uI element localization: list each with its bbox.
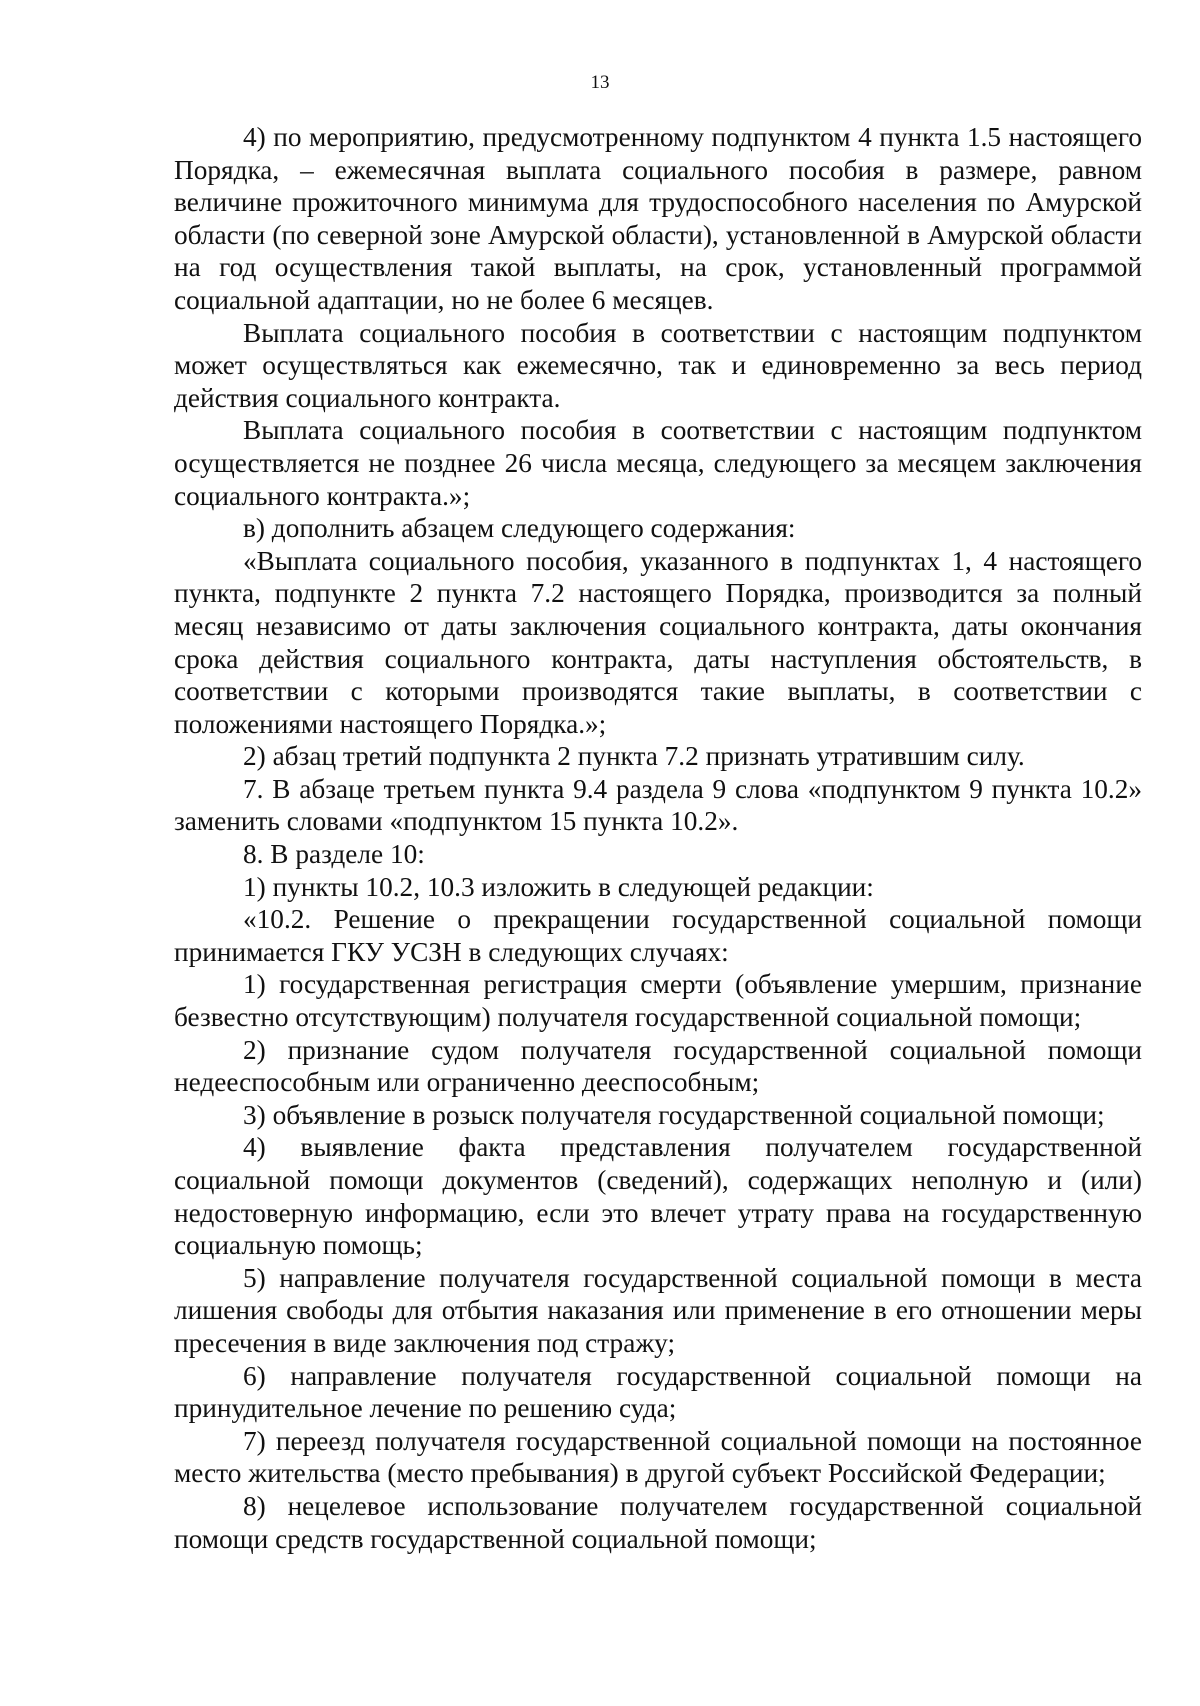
paragraph-item-8: 8. В разделе 10:	[243, 839, 425, 870]
paragraph-payment-frequency: Выплата социального пособия в соответствии с настоящим подпунктом может осуществляться как ежемесячно, так и единовременно за весь период действия социального контракта.	[174, 317, 1142, 413]
paragraph-section-10-2: «10.2. Решение о прекращении государственной социальной помощи принимается ГКУ УСЗН в следующих случаях:	[174, 904, 1142, 967]
list-item-case-3: 3) объявление в розыск получателя государственной социальной помощи;	[243, 1099, 1105, 1130]
page-number: 13	[590, 72, 610, 93]
list-item-case-5: 5) направление получателя государственной социальной помощи в места лишения свободы для отбытия наказания или применение в его отношении меры пресечения в виде заключения под стражу;	[174, 1262, 1142, 1358]
paragraph-amendment-v: в) дополнить абзацем следующего содержания:	[243, 513, 796, 544]
paragraph-full-month-payment: «Выплата социального пособия, указанного в подпунктах 1, 4 настоящего пункта, подпункте 2 пункта 7.2 настоящего Порядка, производится за полный месяц независимо от даты заключения социального контракта, даты окончания срока действия социального контракта, даты наступления обстоятельств, в соответствии с которыми производятся такие выплаты, в соответствии с положениями настоящего Порядка.»;	[174, 545, 1142, 739]
document-body	[174, 121, 1142, 1555]
paragraph-payment-deadline: Выплата социального пособия в соответствии с настоящим подпунктом осуществляется не позднее 26 числа месяца, следующего за месяцем заключения социального контракта.»;	[174, 415, 1142, 511]
paragraph-item-8-1: 1) пункты 10.2, 10.3 изложить в следующей редакции:	[243, 871, 874, 902]
paragraph-amendment-2: 2) абзац третий подпункта 2 пункта 7.2 признать утратившим силу.	[243, 741, 1025, 772]
list-item-case-4: 4) выявление факта представления получателем государственной социальной помощи документов (сведений), содержащих неполную и (или) недостоверную информацию, если это влечет утрату права на государственную социальную помощь;	[174, 1132, 1142, 1261]
list-item-case-7: 7) переезд получателя государственной социальной помощи на постоянное место жительства (место пребывания) в другой субъект Российской Федерации;	[174, 1425, 1142, 1489]
list-item-case-2: 2) признание судом получателя государственной социальной помощи недееспособным или ограниченно дееспособным;	[174, 1034, 1142, 1098]
list-item-case-8: 8) нецелевое использование получателем государственной социальной помощи средств государственной социальной помощи;	[174, 1490, 1142, 1554]
list-item-case-1: 1) государственная регистрация смерти (объявление умершим, признание безвестно отсутствующим) получателя государственной социальной помощи;	[174, 969, 1142, 1033]
paragraph-item-4-measure: 4) по мероприятию, предусмотренному подпунктом 4 пункта 1.5 настоящего Порядка, – ежемесячная выплата социального пособия в размере, равном величине прожиточного минимума для трудоспособного населения по Амурской области (по северной зоне Амурской области), установленной в Амурской области на год осуществления такой выплаты, на срок, установленный программой социальной адаптации, но не более 6 месяцев.	[174, 122, 1142, 315]
paragraph-item-7: 7. В абзаце третьем пункта 9.4 раздела 9 слова «подпунктом 9 пункта 10.2» заменить словами «подпунктом 15 пункта 10.2».	[174, 773, 1142, 837]
list-item-case-6: 6) направление получателя государственной социальной помощи на принудительное лечение по решению суда;	[174, 1360, 1142, 1424]
